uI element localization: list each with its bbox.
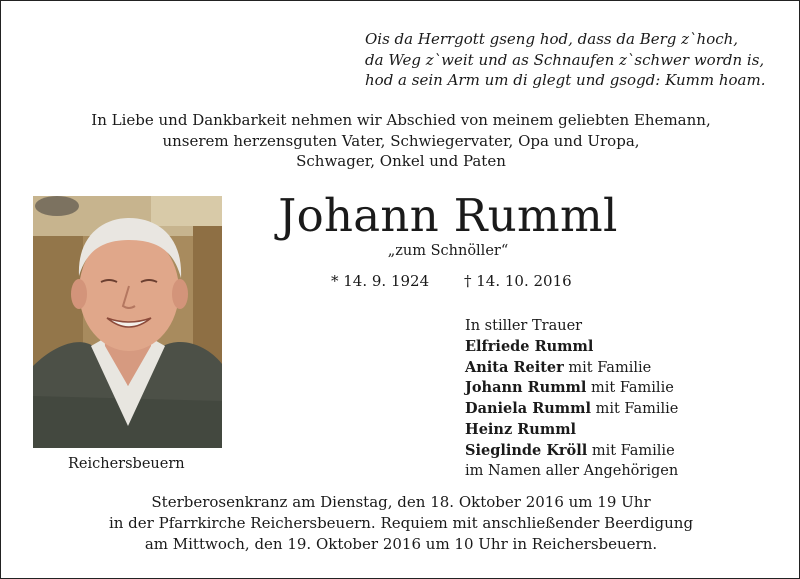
funeral-line: in der Pfarrkirche Reichersbeuern. Requiem mit anschließender Beerdigung [108, 514, 694, 532]
place-name: Reichersbeuern [68, 456, 185, 472]
mourner-entry [465, 420, 678, 441]
poem-line: hod a sein Arm um di glegt und gsogd: Kumm hoam. [365, 71, 766, 89]
mourner-entry [465, 337, 678, 358]
mourner-name: Elfriede Rumml [465, 337, 594, 355]
birth-date: * 14. 9. 1924 [331, 272, 430, 290]
poem [365, 29, 766, 91]
funeral-details [1, 492, 800, 555]
poem-line: da Weg z`weit und as Schnaufen z`schwer wordn is, [365, 50, 765, 69]
intro-line: unserem herzensguten Vater, Schwiegervater, Opa und Uropa, [162, 131, 640, 150]
funeral-line: Sterberosenkranz am Dienstag, den 18. Oktober 2016 um 19 Uhr [151, 493, 651, 511]
death-date: † 14. 10. 2016 [464, 272, 572, 290]
mourner-name: Sieglinde Kröll [465, 441, 588, 459]
mourner-suffix: mit Familie [587, 442, 675, 459]
deceased-nickname: „zum Schnöller“ [387, 243, 509, 259]
mourners-list [465, 317, 678, 481]
mourner-entry [465, 441, 678, 462]
mourner-name: Heinz Rumml [465, 420, 577, 438]
intro-line: In Liebe und Dankbarkeit nehmen wir Abschied von meinem geliebten Ehemann, [91, 111, 711, 129]
mourner-name: Johann Rumml [465, 379, 587, 397]
mourner-name: Anita Reiter [465, 358, 564, 376]
mourners-heading: In stiller Trauer [465, 318, 583, 334]
deceased-name: Johann Rumml [278, 189, 618, 242]
mourner-suffix: mit Familie [586, 380, 674, 397]
portrait-photo [33, 196, 222, 448]
intro-text [1, 110, 800, 172]
mourners-closing: im Namen aller Angehörigen [465, 462, 679, 479]
mourner-suffix: mit Familie [590, 401, 679, 418]
mourner-entry [465, 399, 678, 420]
poem-line: Ois da Herrgott gseng hod, dass da Berg z`hoch, [365, 30, 739, 48]
mourner-suffix: mit Familie [563, 359, 652, 376]
intro-line: Schwager, Onkel und Paten [296, 152, 506, 170]
mourner-name: Daniela Rumml [465, 400, 591, 418]
mourner-entry [465, 358, 678, 379]
funeral-line: am Mittwoch, den 19. Oktober 2016 um 10 Uhr in Reichersbeuern. [144, 535, 658, 553]
mourner-entry [465, 378, 678, 399]
